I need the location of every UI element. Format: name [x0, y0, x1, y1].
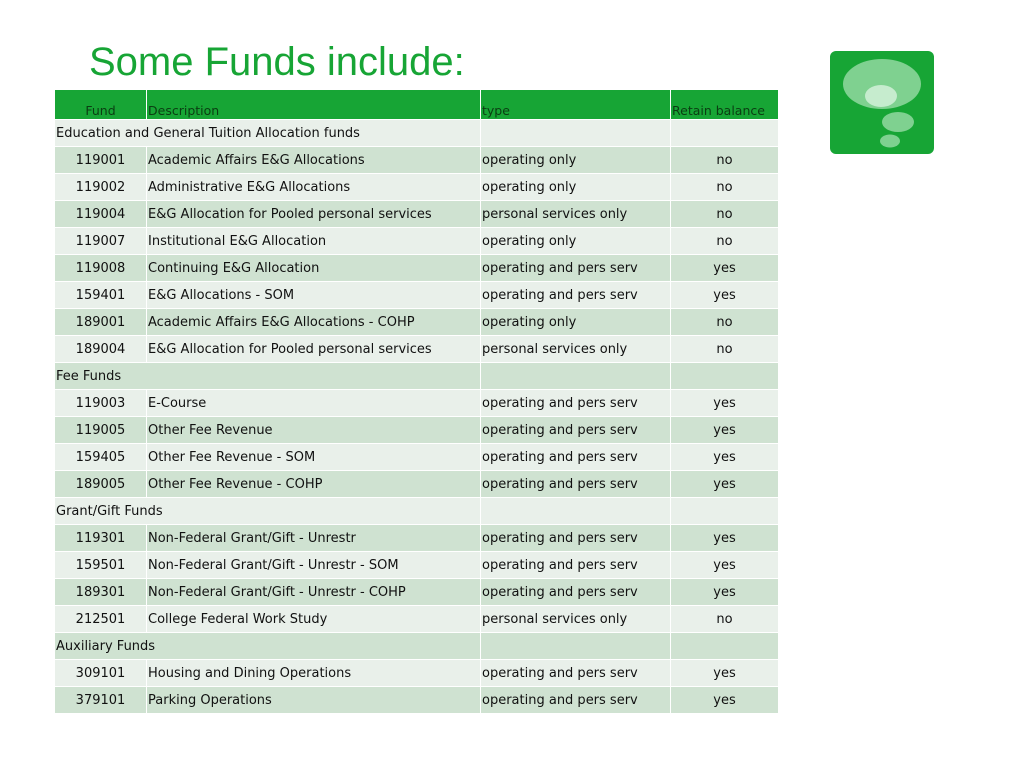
cell-retain-balance: yes: [671, 687, 779, 714]
table-row: [55, 606, 779, 633]
cell-type: operating and pers serv: [481, 417, 671, 444]
cell-type: operating and pers serv: [481, 390, 671, 417]
header-fund: Fund: [55, 90, 147, 120]
cell-retain-balance: yes: [671, 282, 779, 309]
cell-retain-balance: yes: [671, 579, 779, 606]
cell-fund: 309101: [55, 660, 147, 687]
cell-fund: 119301: [55, 525, 147, 552]
table-row: [55, 417, 779, 444]
group-row: [55, 498, 779, 525]
cell-retain-balance: no: [671, 228, 779, 255]
table-row: [55, 390, 779, 417]
cell-type: operating and pers serv: [481, 471, 671, 498]
header-retain-balance: Retain balance: [671, 90, 779, 120]
cell-description: Housing and Dining Operations: [147, 660, 481, 687]
cell-fund: 119001: [55, 147, 147, 174]
cell-fund: 119005: [55, 417, 147, 444]
cell-retain-balance: yes: [671, 417, 779, 444]
cell-description: Continuing E&G Allocation: [147, 255, 481, 282]
cell-fund: 212501: [55, 606, 147, 633]
cell-description: Other Fee Revenue - COHP: [147, 471, 481, 498]
cell-fund: 379101: [55, 687, 147, 714]
cell-type: personal services only: [481, 201, 671, 228]
cell-retain-balance: yes: [671, 444, 779, 471]
cell-type: operating and pers serv: [481, 552, 671, 579]
table-row: [55, 471, 779, 498]
cell-retain-balance: [671, 120, 779, 147]
cell-retain-balance: no: [671, 174, 779, 201]
cell-type: [481, 363, 671, 390]
cell-description: E&G Allocation for Pooled personal services: [147, 201, 481, 228]
cell-fund: 189005: [55, 471, 147, 498]
cell-fund: 189001: [55, 309, 147, 336]
cell-description: Institutional E&G Allocation: [147, 228, 481, 255]
cell-retain-balance: yes: [671, 525, 779, 552]
cell-description: E-Course: [147, 390, 481, 417]
cell-description: Non-Federal Grant/Gift - Unrestr - SOM: [147, 552, 481, 579]
cell-fund: 119007: [55, 228, 147, 255]
cell-retain-balance: no: [671, 201, 779, 228]
cell-retain-balance: no: [671, 309, 779, 336]
cell-type: operating only: [481, 228, 671, 255]
table-row: [55, 255, 779, 282]
cell-description: Other Fee Revenue: [147, 417, 481, 444]
cell-type: personal services only: [481, 336, 671, 363]
group-label: Auxiliary Funds: [55, 633, 481, 660]
cell-retain-balance: [671, 633, 779, 660]
fund-table: [54, 89, 779, 714]
cell-description: Non-Federal Grant/Gift - Unrestr - COHP: [147, 579, 481, 606]
table-row: [55, 309, 779, 336]
cell-description: Non-Federal Grant/Gift - Unrestr: [147, 525, 481, 552]
header-description: Description: [147, 90, 481, 120]
cell-fund: 119008: [55, 255, 147, 282]
table-row: [55, 687, 779, 714]
cell-retain-balance: [671, 498, 779, 525]
cell-type: operating only: [481, 174, 671, 201]
group-label: Fee Funds: [55, 363, 481, 390]
green-thought-bubble-icon: [830, 51, 934, 154]
cell-retain-balance: yes: [671, 660, 779, 687]
cell-type: operating and pers serv: [481, 255, 671, 282]
table-row: [55, 174, 779, 201]
cell-type: [481, 498, 671, 525]
cell-fund: 159401: [55, 282, 147, 309]
cell-fund: 119004: [55, 201, 147, 228]
slide-title: Some Funds include:: [89, 40, 465, 84]
cell-type: operating and pers serv: [481, 444, 671, 471]
cell-description: E&G Allocation for Pooled personal services: [147, 336, 481, 363]
cell-type: operating only: [481, 309, 671, 336]
cell-type: operating only: [481, 147, 671, 174]
cell-type: operating and pers serv: [481, 687, 671, 714]
table-row: [55, 282, 779, 309]
cell-fund: 159405: [55, 444, 147, 471]
table-row: [55, 336, 779, 363]
cell-description: Parking Operations: [147, 687, 481, 714]
table-row: [55, 147, 779, 174]
cell-description: Academic Affairs E&G Allocations - COHP: [147, 309, 481, 336]
cell-retain-balance: yes: [671, 471, 779, 498]
cell-retain-balance: yes: [671, 255, 779, 282]
cell-fund: 119002: [55, 174, 147, 201]
cell-type: operating and pers serv: [481, 660, 671, 687]
header-type: type: [481, 90, 671, 120]
table-row: [55, 552, 779, 579]
table-row: [55, 201, 779, 228]
cell-retain-balance: no: [671, 606, 779, 633]
cell-retain-balance: [671, 363, 779, 390]
cell-description: Administrative E&G Allocations: [147, 174, 481, 201]
cell-retain-balance: yes: [671, 552, 779, 579]
group-row: [55, 633, 779, 660]
cell-type: operating and pers serv: [481, 525, 671, 552]
table-row: [55, 660, 779, 687]
cell-type: [481, 120, 671, 147]
cell-description: E&G Allocations - SOM: [147, 282, 481, 309]
group-row: [55, 363, 779, 390]
cell-retain-balance: yes: [671, 390, 779, 417]
table-row: [55, 228, 779, 255]
group-label: Grant/Gift Funds: [55, 498, 481, 525]
table-row: [55, 525, 779, 552]
cell-type: personal services only: [481, 606, 671, 633]
table-row: [55, 579, 779, 606]
cell-type: operating and pers serv: [481, 579, 671, 606]
table-header-row: [55, 90, 779, 120]
cell-description: College Federal Work Study: [147, 606, 481, 633]
cell-description: Other Fee Revenue - SOM: [147, 444, 481, 471]
cell-description: Academic Affairs E&G Allocations: [147, 147, 481, 174]
cell-type: [481, 633, 671, 660]
cell-fund: 119003: [55, 390, 147, 417]
cell-fund: 159501: [55, 552, 147, 579]
cell-fund: 189301: [55, 579, 147, 606]
cell-type: operating and pers serv: [481, 282, 671, 309]
cell-fund: 189004: [55, 336, 147, 363]
group-row: [55, 120, 779, 147]
table-row: [55, 444, 779, 471]
cell-retain-balance: no: [671, 336, 779, 363]
cell-retain-balance: no: [671, 147, 779, 174]
group-label: Education and General Tuition Allocation funds: [55, 120, 481, 147]
